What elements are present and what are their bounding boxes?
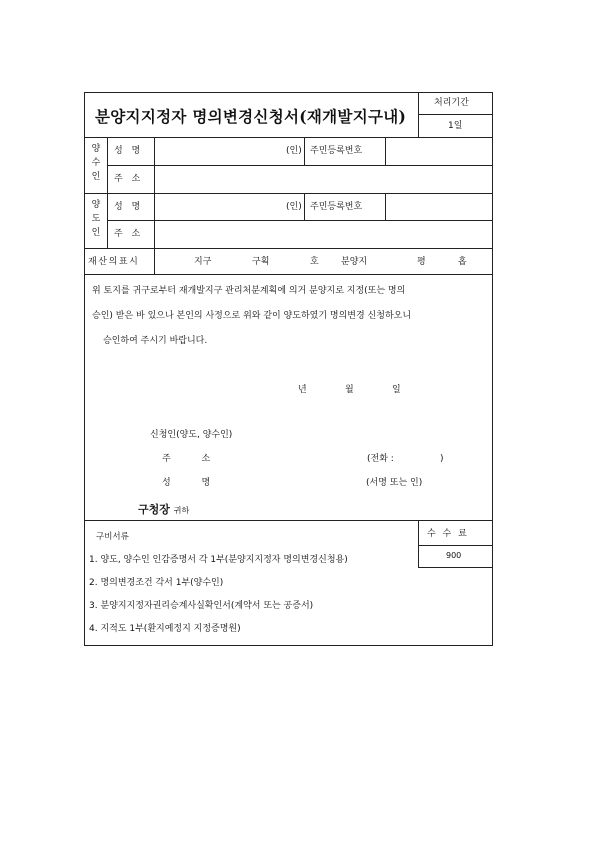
document-item-3: 3. 분양지지정자권리승계사실확인서(계약서 또는 공증서) <box>89 601 314 611</box>
date-month[interactable]: 월 <box>345 385 354 395</box>
applicant-address-label: 주 소 <box>162 454 225 464</box>
document-item-1: 1. 양도, 양수인 인감증명서 각 1부(분양지지정자 명의변경신청용) <box>89 555 348 565</box>
property-bottom <box>84 274 493 275</box>
applicant-phone-close: ) <box>440 454 444 464</box>
assignee-seal-divider <box>304 137 305 165</box>
assignee-resident-no-label: 주민등록번호 <box>310 146 363 156</box>
fee-box-left <box>418 520 419 568</box>
form-border-bottom <box>84 645 493 646</box>
fee-label: 수 수 료 <box>427 529 469 539</box>
header-processing-mid <box>418 114 493 115</box>
form-border-left <box>84 92 85 646</box>
recipient-suffix: 귀하 <box>173 506 190 515</box>
fee-box-bottom <box>418 567 493 568</box>
assignor-resident-no-field[interactable] <box>387 195 491 219</box>
form-title: 분양지지정자 명의변경신청서(재개발지구내) <box>95 107 407 126</box>
assignor-seal-divider <box>304 193 305 220</box>
assignor-address-label: 주 소 <box>114 229 144 239</box>
property-field-pyeong: 평 <box>417 257 426 267</box>
assignee-resident-divider <box>385 137 386 165</box>
assignee-seal: (인) <box>286 146 302 156</box>
assignee-row-mid <box>107 165 493 166</box>
processing-period-value: 1일 <box>448 121 463 131</box>
body-line-3: 승인하여 주시기 바랍니다. <box>103 336 208 346</box>
assignee-address-label: 주 소 <box>114 174 144 184</box>
assignor-name-label: 성 명 <box>114 202 144 212</box>
processing-period-label: 처리기간 <box>434 98 469 108</box>
assignee-group-label: 양 수 인 <box>91 144 101 182</box>
applicant-sign[interactable]: (서명 또는 인) <box>366 478 423 488</box>
property-field-number: 호 <box>310 257 319 267</box>
recipient-title: 구청장 <box>138 503 170 516</box>
form-border-right <box>492 92 493 646</box>
date-day[interactable]: 일 <box>392 385 401 395</box>
assignor-resident-divider <box>385 193 386 220</box>
assignor-row-mid <box>107 220 493 221</box>
property-field-lot: 분양지 <box>341 257 368 267</box>
assignee-name-field[interactable] <box>156 139 282 163</box>
header-bottom-line <box>84 137 493 138</box>
applicant-phone[interactable]: (전화 : <box>367 454 394 464</box>
assignee-address-field[interactable] <box>156 167 491 191</box>
assignor-seal: (인) <box>286 202 302 212</box>
assignee-resident-no-field[interactable] <box>387 139 491 163</box>
form-border-top <box>84 92 493 93</box>
date-year[interactable]: 년 <box>298 385 307 395</box>
assignor-resident-no-label: 주민등록번호 <box>310 202 363 212</box>
documents-title: 구비서류 <box>96 532 129 542</box>
body-bottom <box>84 520 493 521</box>
body-line-2: 승인) 받은 바 있으나 본인의 사정으로 위와 같이 양도하였기 명의변경 신청하오니 <box>92 311 412 321</box>
body-line-1: 위 토지를 귀구로부터 재개발지구 관리처분계획에 의거 분양지로 지정(또는 명의 <box>92 286 406 296</box>
document-item-4: 4. 지적도 1부(환지예정지 지정증명원) <box>89 624 241 634</box>
assignor-group-label: 양 도 인 <box>91 200 101 238</box>
assignor-address-field[interactable] <box>156 222 491 246</box>
property-label: 재산의표시 <box>88 257 140 267</box>
property-field-hop: 홉 <box>458 257 467 267</box>
assignee-name-label: 성 명 <box>114 146 144 156</box>
property-divider <box>154 248 155 274</box>
assignor-name-field[interactable] <box>156 195 282 219</box>
applicant-label: 신청인(양도, 양수인) <box>150 430 233 440</box>
fee-value: 900 <box>446 551 462 560</box>
fee-box-mid <box>418 545 493 546</box>
property-field-district: 지구 <box>194 257 212 267</box>
property-field-block: 구획 <box>252 257 270 267</box>
assignor-bottom <box>84 248 493 249</box>
applicant-name-label: 성 명 <box>162 478 225 488</box>
assignee-bottom <box>84 193 493 194</box>
recipient <box>138 504 189 515</box>
document-item-2: 2. 명의변경조건 각서 1부(양수인) <box>89 578 224 588</box>
